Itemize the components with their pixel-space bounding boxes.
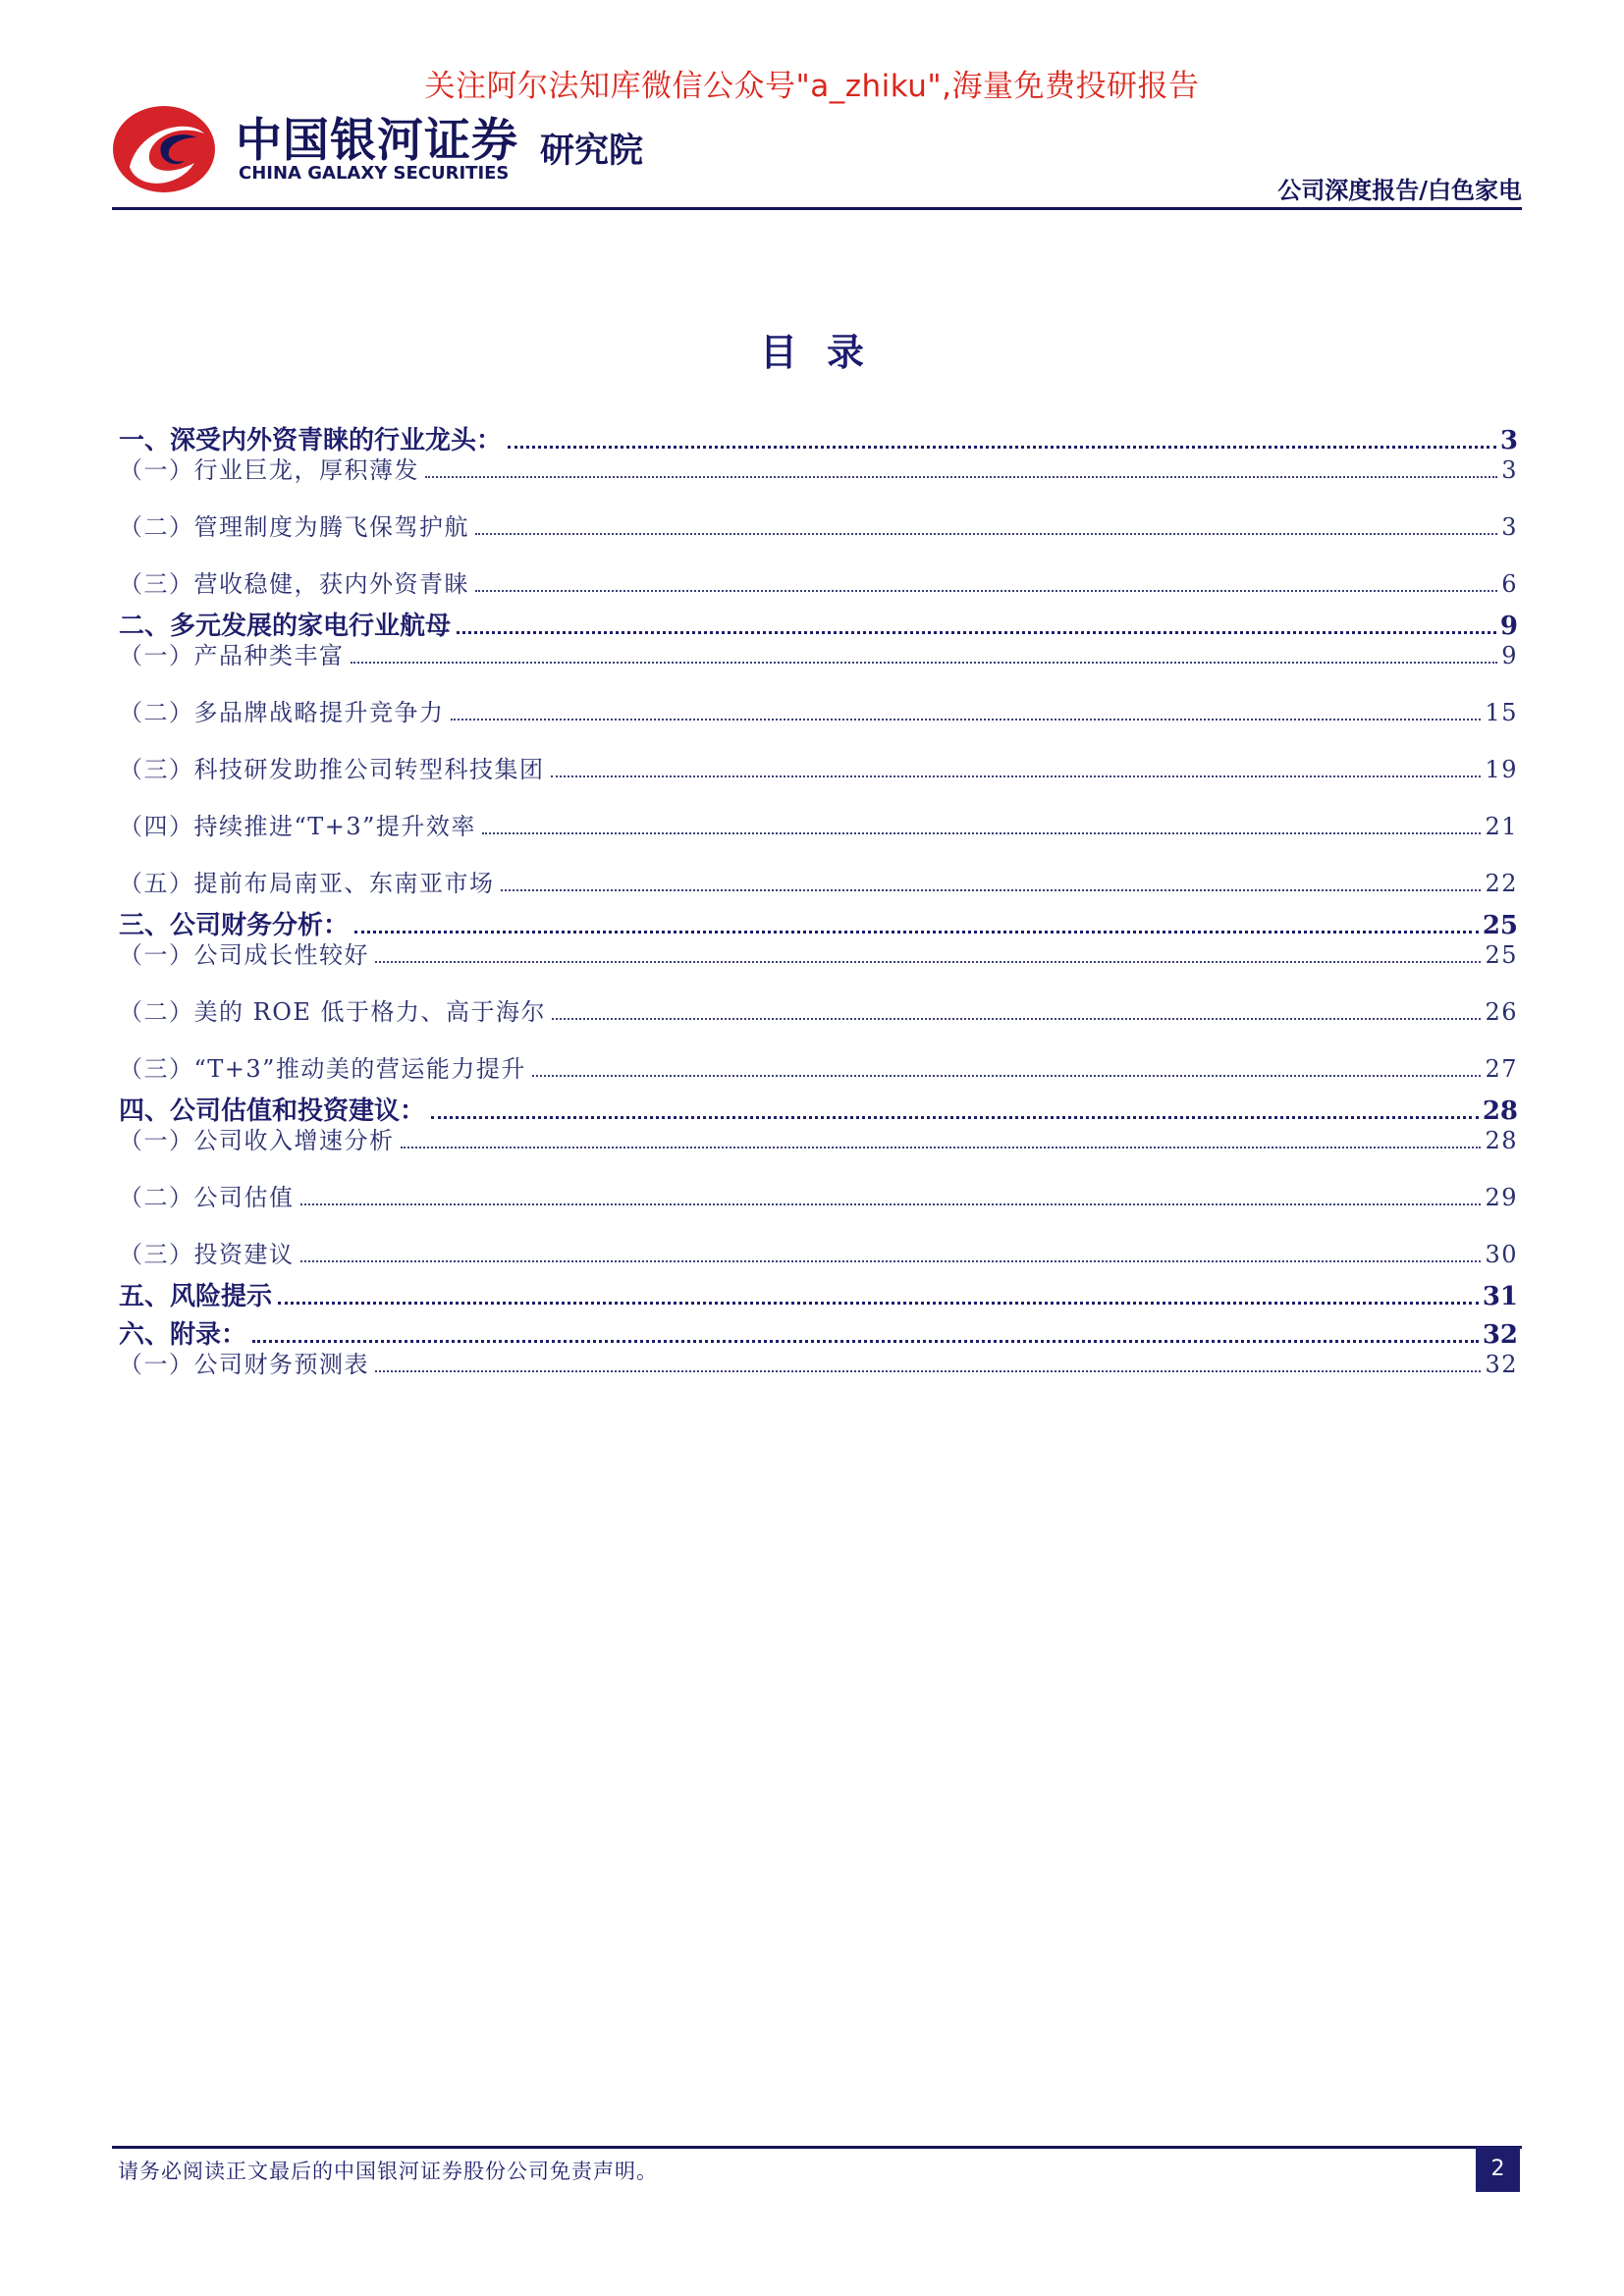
toc-entry-title: （一）行业巨龙，厚积薄发	[119, 456, 419, 484]
toc-entry-title: （三）科技研发助推公司转型科技集团	[119, 756, 545, 783]
toc-dot-leader	[278, 1301, 1479, 1305]
toc-entry-title: 一、深受内外资青睐的行业龙头：	[119, 426, 503, 455]
logo-english-name: CHINA GALAXY SECURITIES	[239, 163, 510, 184]
toc-subsection-entry[interactable]	[119, 935, 1518, 992]
toc-section-entry[interactable]	[119, 1091, 1518, 1126]
toc-subsection-entry[interactable]	[119, 636, 1518, 693]
toc-entry-page: 28	[1482, 1096, 1518, 1126]
toc-subsection-entry[interactable]	[119, 1121, 1518, 1178]
toc-dot-leader	[552, 1017, 1481, 1020]
toc-entry-title: （二）管理制度为腾飞保驾护航	[119, 513, 469, 541]
toc-title: 目录	[759, 330, 893, 374]
toc-entry-page: 9	[1501, 642, 1518, 669]
toc-entry-title: （一）产品种类丰富	[119, 642, 345, 669]
toc-entry-page: 25	[1482, 911, 1518, 940]
toc-entry-title: （三）营收稳健，获内外资青睐	[119, 570, 469, 598]
footer-disclaimer: 请务必阅读正文最后的中国银河证券股份公司免责声明。	[118, 2160, 658, 2183]
toc-entry-page: 3	[1499, 426, 1518, 455]
toc-entry-page: 32	[1482, 1320, 1518, 1350]
toc-subsection-entry[interactable]	[119, 451, 1518, 507]
toc-dot-leader	[475, 532, 1497, 535]
toc-entry-page: 6	[1501, 570, 1518, 598]
toc-section-entry[interactable]	[119, 905, 1518, 940]
watermark-banner: 关注阿尔法知库微信公众号"a_zhiku",海量免费投研报告	[424, 69, 1200, 104]
toc-entry-title: 六、附录：	[119, 1320, 247, 1350]
toc-entry-title: （二）公司估值	[119, 1184, 295, 1211]
toc-dot-leader	[375, 1369, 1481, 1372]
toc-entry-title: 三、公司财务分析：	[119, 911, 350, 940]
toc-subsection-entry[interactable]	[119, 1235, 1518, 1268]
toc-dot-leader	[501, 888, 1482, 891]
toc-dot-leader	[431, 1115, 1479, 1119]
toc-entry-page: 30	[1485, 1241, 1518, 1268]
toc-subsection-entry[interactable]	[119, 1345, 1518, 1378]
toc-dot-leader	[475, 589, 1497, 592]
toc-entry-page: 19	[1485, 756, 1518, 783]
toc-entry-title: 四、公司估值和投资建议：	[119, 1096, 426, 1126]
toc-subsection-entry[interactable]	[119, 564, 1518, 598]
toc-section-entry[interactable]	[119, 1276, 1518, 1311]
page-header	[110, 98, 1522, 206]
galaxy-logo-icon	[110, 98, 218, 196]
toc-entry-page: 21	[1485, 813, 1518, 840]
toc-entry-page: 3	[1501, 456, 1518, 484]
toc-entry-page: 28	[1485, 1127, 1518, 1154]
toc-entry-page: 26	[1485, 998, 1518, 1026]
toc-dot-leader	[482, 831, 1482, 834]
toc-entry-title: （一）公司财务预测表	[119, 1351, 369, 1378]
toc-dot-leader	[375, 960, 1481, 963]
toc-dot-leader	[401, 1146, 1482, 1148]
toc-subsection-entry[interactable]	[119, 992, 1518, 1049]
toc-entry-title: （二）美的 ROE 低于格力、高于海尔	[119, 998, 547, 1026]
toc-dot-leader	[252, 1339, 1479, 1343]
page-number: 2	[1476, 2147, 1520, 2192]
header-divider	[112, 207, 1522, 210]
toc-entry-page: 32	[1485, 1351, 1518, 1378]
toc-dot-leader	[451, 718, 1482, 721]
toc-dot-leader	[351, 661, 1498, 664]
toc-subsection-entry[interactable]	[119, 864, 1518, 897]
toc-entry-page: 22	[1485, 870, 1518, 897]
toc-subsection-entry[interactable]	[119, 693, 1518, 750]
toc-dot-leader	[300, 1202, 1482, 1205]
toc-subsection-entry[interactable]	[119, 507, 1518, 564]
institute-label: 研究院	[540, 132, 644, 171]
toc-entry-page: 9	[1499, 612, 1518, 641]
toc-entry-page: 27	[1485, 1055, 1518, 1083]
toc-dot-leader	[532, 1074, 1482, 1077]
toc-subsection-entry[interactable]	[119, 1049, 1518, 1083]
toc-entry-title: （二）多品牌战略提升竞争力	[119, 699, 445, 726]
toc-dot-leader	[508, 445, 1496, 449]
toc-entry-title: （三）投资建议	[119, 1241, 295, 1268]
toc-subsection-entry[interactable]	[119, 750, 1518, 807]
toc-section-entry[interactable]	[119, 1314, 1518, 1350]
toc-section-entry[interactable]	[119, 606, 1518, 641]
toc-entry-page: 31	[1482, 1282, 1518, 1311]
logo-chinese-name: 中国银河证券	[236, 114, 518, 168]
table-of-contents	[119, 412, 1518, 1378]
toc-entry-page: 29	[1485, 1184, 1518, 1211]
toc-subsection-entry[interactable]	[119, 1178, 1518, 1235]
toc-entry-title: （一）公司收入增速分析	[119, 1127, 395, 1154]
footer-divider	[112, 2146, 1522, 2149]
toc-entry-title: （五）提前布局南亚、东南亚市场	[119, 870, 495, 897]
toc-dot-leader	[425, 475, 1497, 478]
toc-dot-leader	[551, 774, 1482, 777]
toc-entry-page: 15	[1485, 699, 1518, 726]
toc-entry-title: 二、多元发展的家电行业航母	[119, 612, 452, 641]
report-category: 公司深度报告/白色家电	[1277, 176, 1522, 204]
toc-dot-leader	[300, 1259, 1482, 1262]
toc-subsection-entry[interactable]	[119, 807, 1518, 864]
toc-entry-title: （四）持续推进“T+3”提升效率	[119, 813, 476, 840]
toc-entry-page: 25	[1485, 941, 1518, 969]
toc-section-entry[interactable]	[119, 420, 1518, 455]
toc-dot-leader	[354, 930, 1479, 934]
toc-entry-page: 3	[1501, 513, 1518, 541]
toc-entry-title: （三）“T+3”推动美的营运能力提升	[119, 1055, 526, 1083]
toc-entry-title: （一）公司成长性较好	[119, 941, 369, 969]
toc-dot-leader	[457, 630, 1496, 634]
toc-entry-title: 五、风险提示	[119, 1282, 273, 1311]
